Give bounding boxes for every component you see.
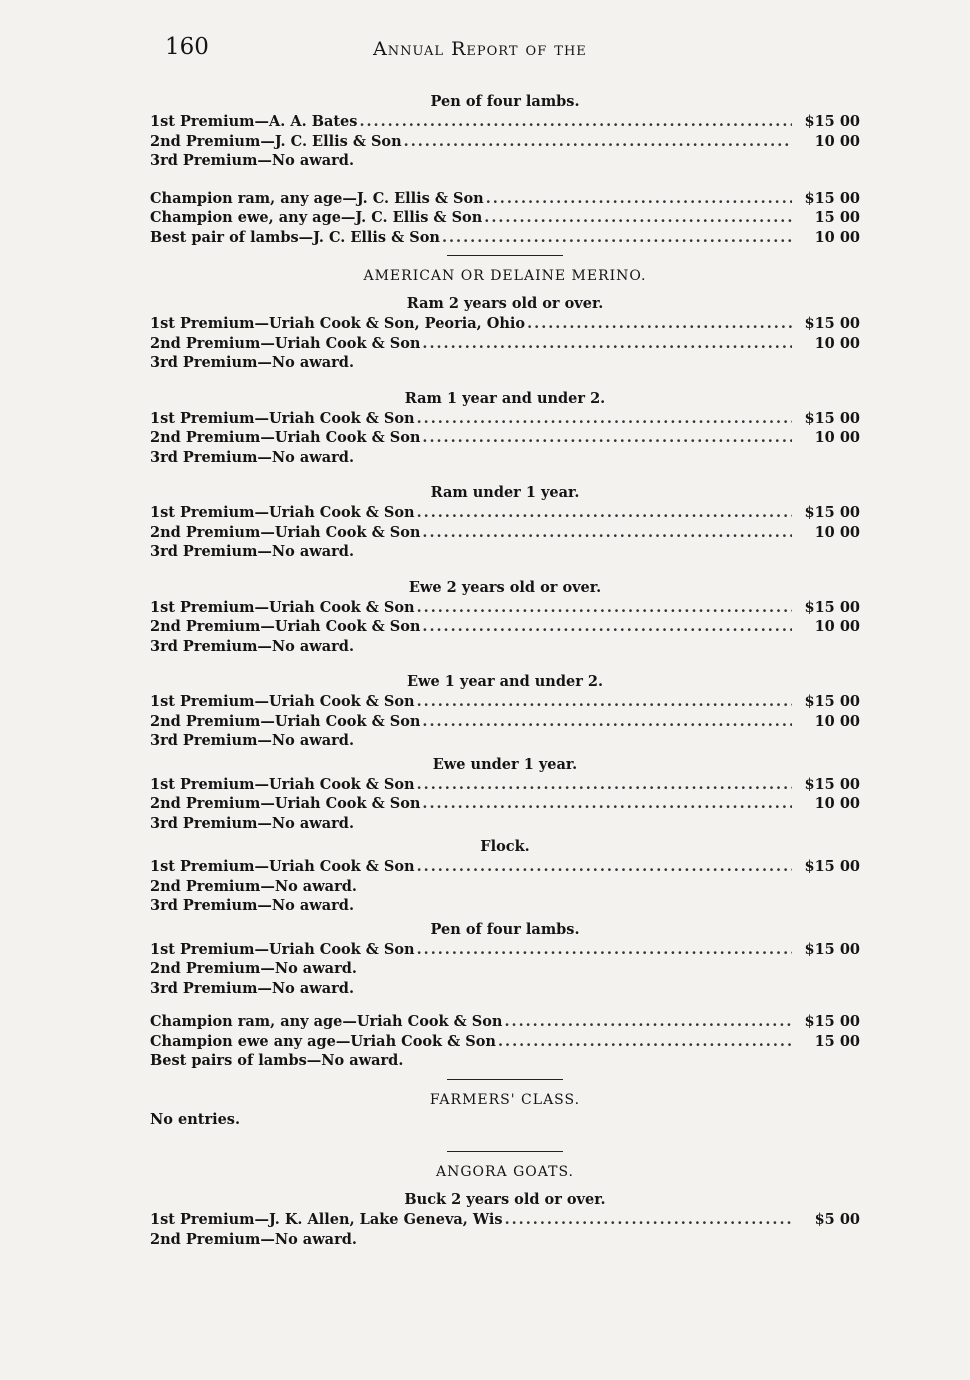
premium-label: Champion ram, any age—Uriah Cook & Son [150,1013,503,1030]
premium-amount: 10 00 [814,523,860,541]
premium-label: 3rd Premium—No award. [150,354,354,371]
premium-label: 3rd Premium—No award. [150,152,354,169]
premium-row [150,877,860,897]
premium-amount: $15 00 [804,409,860,427]
merino-title: AMERICAN OR DELAINE MERINO. [363,268,647,284]
class-section [150,837,860,916]
premium-label: 3rd Premium—No award. [150,732,354,749]
class-section [150,672,860,751]
premium-row [150,353,860,373]
champions-a [150,189,860,248]
premium-label: 3rd Premium—No award. [150,814,354,832]
dot-leader [422,794,792,814]
premium-amount: 15 00 [814,1032,860,1050]
premium-row [150,1051,860,1071]
divider [447,1151,563,1152]
angora-sub: Buck 2 years old or over. [404,1191,606,1208]
section-title: Ewe 1 year and under 2. [406,673,604,690]
class-section [150,389,860,468]
running-title: Annual Report of the [373,38,587,60]
premium-label: 1st Premium—Uriah Cook & Son [150,693,415,710]
premium-amount: $15 00 [804,598,860,616]
premium-row [150,712,860,732]
farmers-note: No entries. [150,1110,241,1128]
premium-row [150,1032,860,1052]
rows [150,112,860,171]
premium-label: 3rd Premium—No award. [150,543,354,560]
premium-label: 1st Premium—Uriah Cook & Son [150,598,415,616]
premium-row [150,692,860,712]
premium-row [150,112,860,132]
section-title: Pen of four lambs. [430,93,580,110]
merino-sections [150,294,860,998]
premium-label: 1st Premium—A. A. Bates [150,113,358,130]
dot-leader [422,334,792,354]
premium-label: 2nd Premium—Uriah Cook & Son [150,712,421,730]
divider [447,255,563,256]
angora-rows [150,1210,860,1249]
premium-row [150,979,860,999]
page-header [165,34,825,68]
class-section [150,294,860,373]
dot-leader [498,1032,792,1052]
premium-label: 1st Premium—Uriah Cook & Son [150,409,415,427]
premium-row [150,151,860,171]
dot-leader [417,940,792,960]
premium-row [150,896,860,916]
premium-label: 2nd Premium—Uriah Cook & Son [150,429,421,446]
premium-label: 2nd Premium—J. C. Ellis & Son [150,132,402,150]
dot-leader [417,598,792,618]
dot-leader [359,112,792,132]
premium-label: 2nd Premium—No award. [150,877,357,895]
dot-leader [417,775,792,795]
dot-leader [417,503,792,523]
premium-label: 1st Premium—Uriah Cook & Son [150,858,415,875]
dot-leader [422,428,792,448]
premium-amount: $5 00 [814,1211,860,1228]
premium-label: 1st Premium—Uriah Cook & Son [150,504,415,521]
farmers-title: FARMERS' CLASS. [429,1091,581,1108]
dot-leader [417,857,792,877]
premium-row [150,542,860,562]
premium-row [150,617,860,637]
premium-row [150,959,860,979]
premium-row [150,598,860,618]
page-number: 160 [165,34,209,60]
block-a [150,92,860,171]
premium-row [150,637,860,657]
section-title: Flock. [480,838,530,855]
premium-label: 3rd Premium—No award. [150,448,354,466]
section-title: Ewe under 1 year. [432,755,578,773]
class-section [150,578,860,657]
premium-row [150,794,860,814]
premium-amount: 10 00 [814,429,860,446]
class-section [150,755,860,834]
premium-label: 1st Premium—J. K. Allen, Lake Geneva, Wis [150,1211,503,1228]
premium-label: 3rd Premium—No award. [150,897,354,914]
premium-amount: $15 00 [804,858,860,875]
dot-leader [417,692,792,712]
premium-row [150,448,860,468]
section-title: Ewe 2 years old or over. [408,578,602,596]
dot-leader [404,132,792,152]
premium-amount: 10 00 [814,795,860,812]
premium-label: 1st Premium—Uriah Cook & Son [150,940,415,958]
premium-label: 1st Premium—Uriah Cook & Son [150,775,415,793]
premium-row [150,857,860,877]
premium-label: 2nd Premium—No award. [150,1230,357,1248]
section-title: Ram 2 years old or over. [406,295,604,312]
page-content [150,92,860,1249]
premium-amount: $15 00 [804,504,860,521]
premium-row [150,775,860,795]
premium-amount: $15 00 [804,775,860,793]
premium-amount: $15 00 [804,1013,860,1030]
premium-row [150,228,860,248]
premium-amount: $15 00 [804,693,860,710]
premium-amount: 10 00 [814,132,860,150]
merino-champions [150,1012,860,1071]
premium-amount: 10 00 [814,228,860,246]
premium-label: 3rd Premium—No award. [150,979,354,997]
premium-label: Best pairs of lambs—No award. [150,1052,404,1069]
premium-row [150,208,860,228]
section-title: Ram under 1 year. [430,484,580,501]
premium-row [150,409,860,429]
dot-leader [484,208,792,228]
class-section [150,920,860,999]
premium-row [150,1230,860,1250]
premium-row [150,132,860,152]
dot-leader [527,314,792,334]
premium-amount: 10 00 [814,334,860,352]
premium-label: 2nd Premium—Uriah Cook & Son [150,523,421,541]
premium-row [150,314,860,334]
premium-label: Champion ram, any age—J. C. Ellis & Son [150,189,484,207]
section-title: Pen of four lambs. [430,920,580,938]
premium-row [150,1012,860,1032]
dot-leader [422,617,792,637]
dot-leader [442,228,792,248]
premium-row [150,814,860,834]
premium-row [150,428,860,448]
premium-amount: $15 00 [804,940,860,958]
premium-label: 2nd Premium—Uriah Cook & Son [150,334,421,352]
dot-leader [504,1012,792,1032]
premium-row [150,503,860,523]
premium-row [150,334,860,354]
premium-row [150,731,860,751]
premium-amount: $15 00 [804,315,860,332]
section-title: Ram 1 year and under 2. [404,389,606,407]
premium-amount: 10 00 [814,712,860,730]
dot-leader [505,1210,792,1230]
premium-row [150,940,860,960]
dot-leader [417,409,792,429]
premium-label: 2nd Premium—Uriah Cook & Son [150,618,421,635]
dot-leader [486,189,792,209]
premium-label: 2nd Premium—Uriah Cook & Son [150,795,421,812]
premium-label: Best pair of lambs—J. C. Ellis & Son [150,228,440,246]
premium-amount: 10 00 [814,618,860,635]
premium-amount: 15 00 [814,209,860,226]
class-section [150,483,860,562]
premium-row [150,1210,860,1230]
premium-amount: $15 00 [804,113,860,130]
dot-leader [422,523,792,543]
divider [447,1079,563,1080]
dot-leader [422,712,792,732]
premium-row [150,189,860,209]
angora-title: ANGORA GOATS. [435,1164,574,1180]
premium-label: Champion ewe, any age—J. C. Ellis & Son [150,209,483,226]
premium-label: 1st Premium—Uriah Cook & Son, Peoria, Ohio [150,315,526,332]
premium-label: Champion ewe any age—Uriah Cook & Son [150,1032,496,1050]
premium-label: 3rd Premium—No award. [150,637,354,655]
premium-label: 2nd Premium—No award. [150,960,357,977]
premium-amount: $15 00 [804,189,860,207]
premium-row [150,523,860,543]
